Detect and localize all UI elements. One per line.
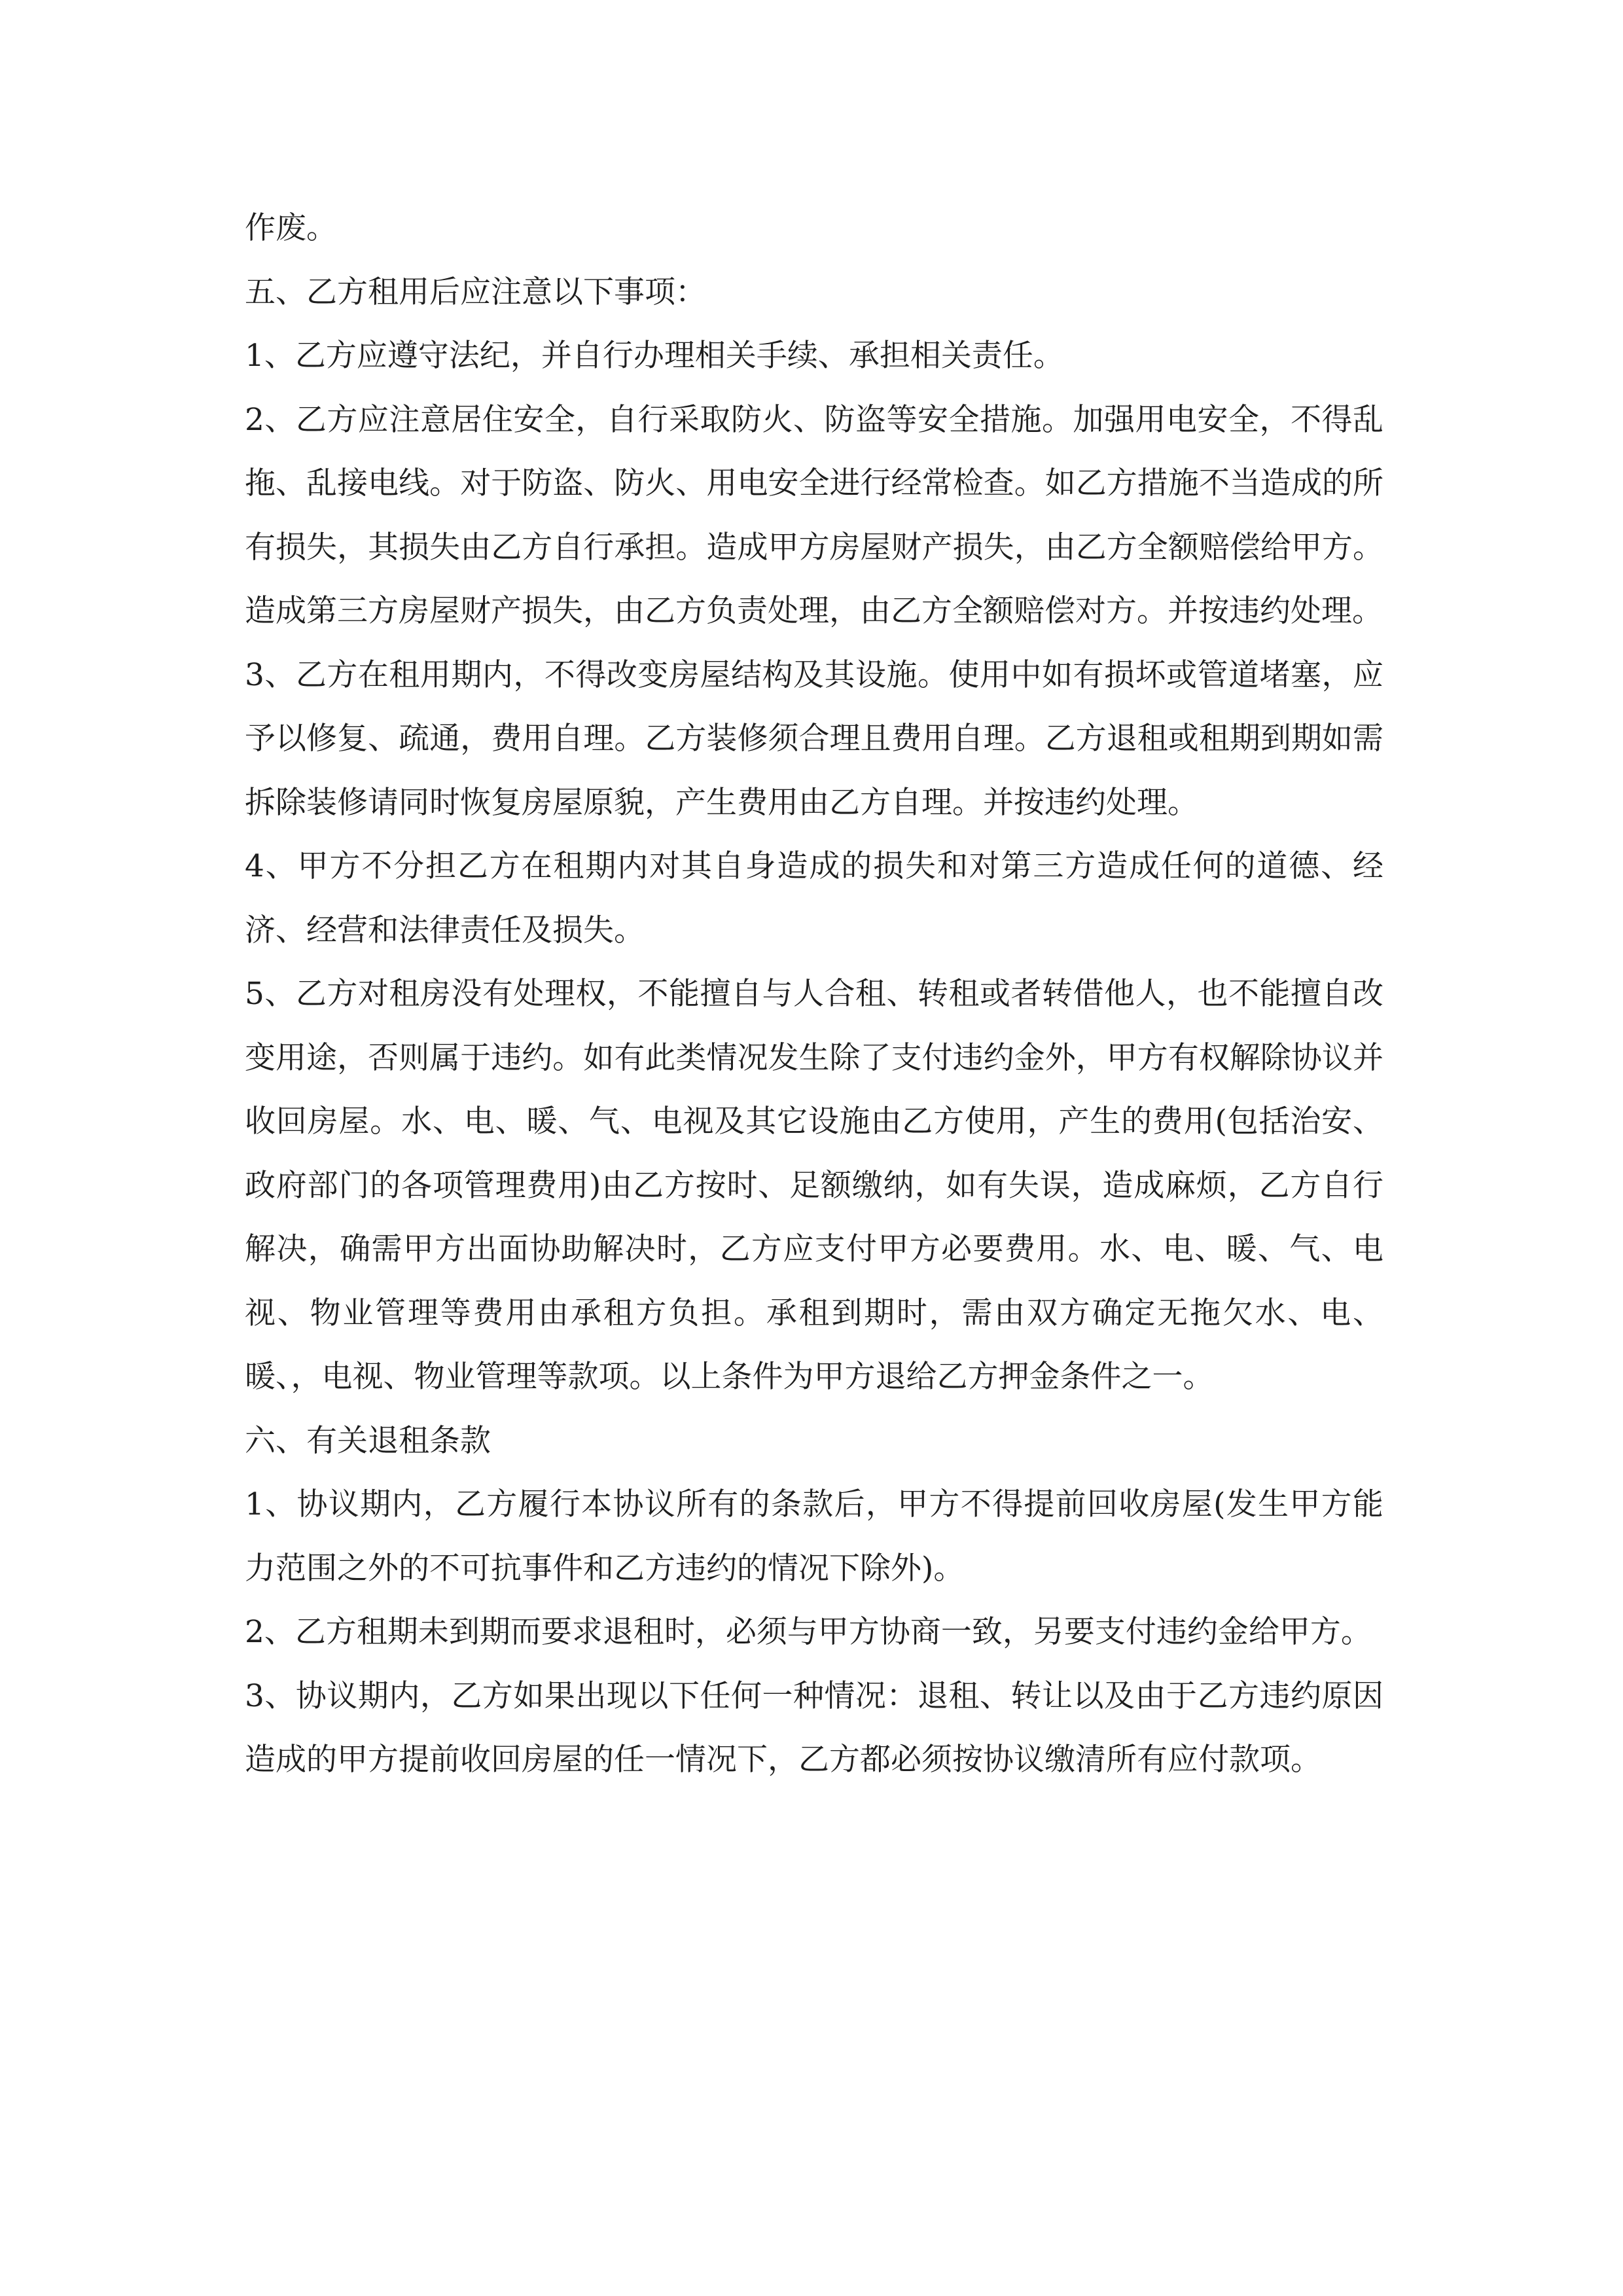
paragraph-continuation: 作废。 <box>245 210 337 246</box>
clause-6-2: 2、乙方租期未到期而要求退租时，必须与甲方协商一致，另要支付违约金给甲方。 <box>245 1614 1372 1650</box>
clause-6-3: 3、协议期内，乙方如果出现以下任何一种情况：退租、转让以及由于乙方违约原因造成的甲方提前收回房屋的任一情况下，乙方都必须按协议缴清所有应付款项。 <box>245 1677 1383 1778</box>
clause-5-4: 4、甲方不分担乙方在租期内对其自身造成的损失和对第三方造成任何的道德、经济、经营和法律责任及损失。 <box>245 848 1383 948</box>
clause-5-3: 3、乙方在租用期内，不得改变房屋结构及其设施。使用中如有损坏或管道堵塞，应予以修复、疏通，费用自理。乙方装修须合理且费用自理。乙方退租或租期到期如需拆除装修请同时恢复房屋原貌，产生费用由乙方自理。并按违约处理。 <box>245 656 1383 821</box>
document-body <box>245 196 1383 1792</box>
clause-5-2: 2、乙方应注意居住安全，自行采取防火、防盗等安全措施。加强用电安全，不得乱拖、乱接电线。对于防盗、防火、用电安全进行经常检查。如乙方措施不当造成的所有损失，其损失由乙方自行承担。造成甲方房屋财产损失，由乙方全额赔偿给甲方。造成第三方房屋财产损失，由乙方负责处理，由乙方全额赔偿对方。并按违约处理。 <box>245 401 1383 629</box>
section-heading-five: 五、乙方租用后应注意以下事项： <box>245 274 706 310</box>
section-heading-six: 六、有关退租条款 <box>245 1422 491 1459</box>
clause-5-1: 1、乙方应遵守法纪，并自行办理相关手续、承担相关责任。 <box>245 338 1064 374</box>
clause-6-1: 1、协议期内，乙方履行本协议所有的条款后，甲方不得提前回收房屋(发生甲方能力范围之外的不可抗事件和乙方违约的情况下除外)。 <box>245 1486 1383 1587</box>
clause-5-5: 5、乙方对租房没有处理权，不能擅自与人合租、转租或者转借他人，也不能擅自改变用途，否则属于违约。如有此类情况发生除了支付违约金外，甲方有权解除协议并收回房屋。水、电、暖、气、电视及其它设施由乙方使用，产生的费用(包括治安、政府部门的各项管理费用)由乙方按时、足额缴纳，如有失误，造成麻烦，乙方自行解决，确需甲方出面协助解决时，乙方应支付甲方必要费用。水、电、暖、气、电视、物业管理等费用由承租方负担。承租到期时，需由双方确定无拖欠水、电、暖、，电视、物业管理等款项。以上条件为甲方退给乙方押金条件之一。 <box>245 976 1383 1395</box>
